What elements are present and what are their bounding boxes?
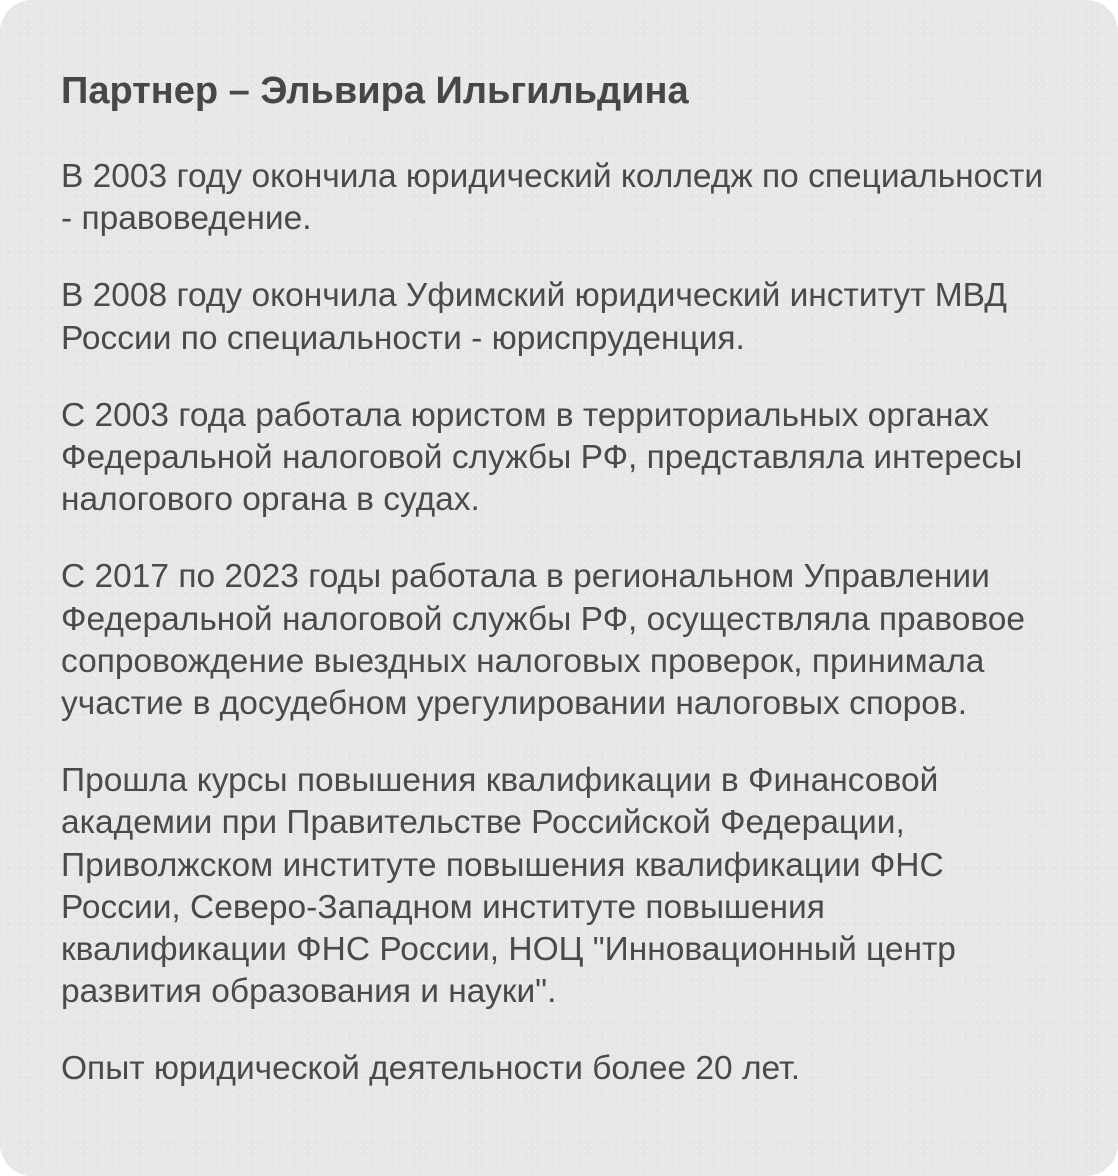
bio-paragraph-education-college: В 2003 году окончила юридический колледж по специальности - правоведение. <box>61 158 1044 238</box>
bio-paragraph-education-institute: В 2008 году окончила Уфимский юридический институт МВД России по специальности - юриспруденция. <box>61 277 1007 357</box>
card-title: Партнер – Эльвира Ильгильдина <box>61 70 689 112</box>
bio-paragraph-regional-department: С 2017 по 2023 годы работала в региональном Управлении Федеральной налоговой службы РФ, осуществляла правовое сопровождение выездных налоговых проверок, принимала участие в досудебном урегулировании налоговых споров. <box>61 558 1026 723</box>
bio-paragraph-training-courses: Прошла курсы повышения квалификации в Финансовой академии при Правительстве Российской Федерации, Приволжском институте повышения квалификации ФНС России, Северо-Западном институте повышения квалификации ФНС России, НОЦ "Инновационный центр развития образования и науки". <box>61 762 956 1011</box>
bio-paragraph-experience: Опыт юридической деятельности более 20 лет. <box>61 1050 800 1088</box>
bio-paragraph-tax-service-lawyer: С 2003 года работала юристом в территориальных органах Федеральной налоговой службы РФ, представляла интересы налогового органа в судах. <box>61 396 1023 519</box>
